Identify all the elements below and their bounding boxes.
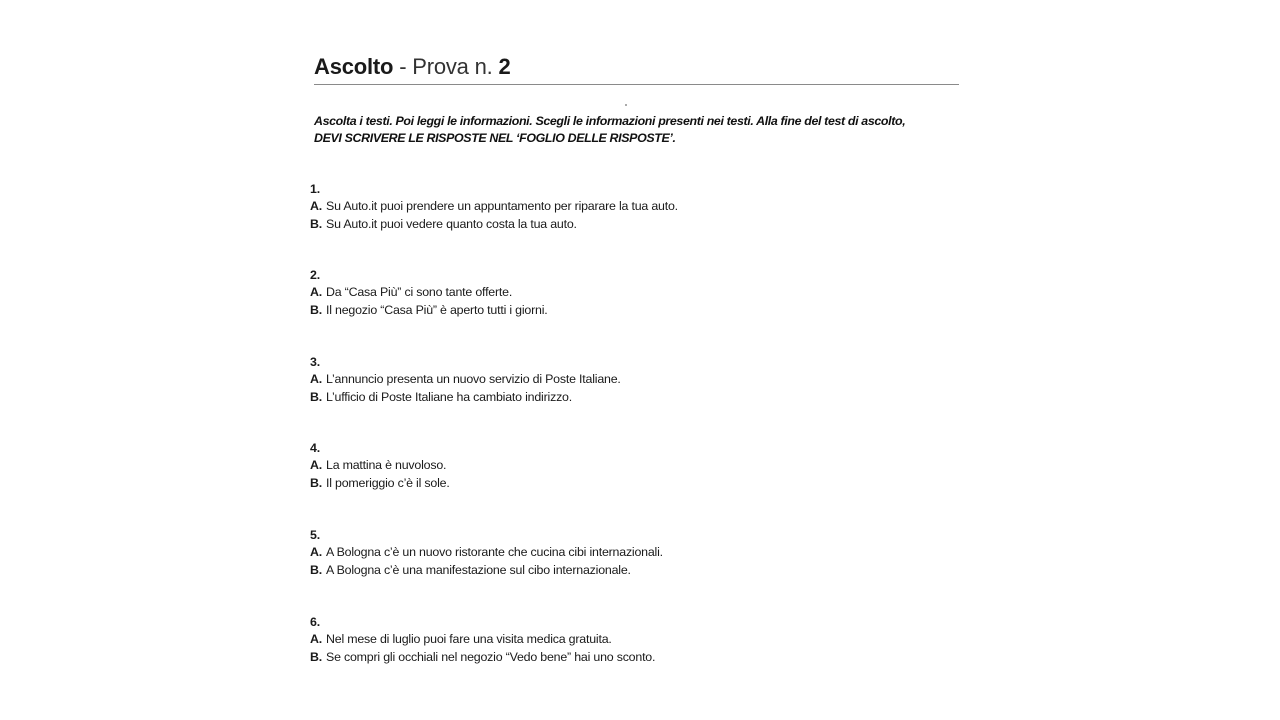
- option-a: [310, 198, 770, 216]
- option-text: A Bologna c’è un nuovo ristorante che cucina cibi internazionali.: [326, 545, 663, 559]
- option-letter: A.: [310, 285, 322, 299]
- option-text: A Bologna c’è una manifestazione sul cibo internazionale.: [326, 562, 631, 577]
- option-b: [310, 389, 770, 407]
- question-1: [310, 181, 770, 233]
- option-text: Se compri gli occhiali nel negozio “Vedo bene” hai uno sconto.: [326, 649, 656, 664]
- option-b: [310, 649, 770, 667]
- question-number: 5.: [310, 528, 320, 542]
- option-text: L’annuncio presenta un nuovo servizio di Poste Italiane.: [326, 372, 621, 386]
- option-b: [310, 216, 770, 234]
- question-number: 1.: [310, 182, 320, 196]
- option-text: Su Auto.it puoi prendere un appuntamento per riparare la tua auto.: [326, 199, 678, 213]
- question-number: 6.: [310, 615, 320, 629]
- option-letter: B.: [310, 475, 322, 490]
- question-number: 2.: [310, 268, 320, 282]
- question-number: 3.: [310, 355, 320, 369]
- option-text: L’ufficio di Poste Italiane ha cambiato indirizzo.: [326, 389, 572, 404]
- option-letter: A.: [310, 545, 322, 559]
- option-a: [310, 371, 770, 389]
- option-b: [310, 562, 770, 580]
- option-letter: A.: [310, 632, 322, 646]
- question-5: [310, 527, 770, 579]
- instructions: [314, 113, 974, 147]
- option-letter: A.: [310, 199, 322, 213]
- option-a: [310, 631, 770, 649]
- title-section: Ascolto: [314, 54, 394, 79]
- option-letter: B.: [310, 389, 322, 404]
- option-a: [310, 457, 770, 475]
- title-divider: [314, 84, 959, 85]
- option-a: [310, 284, 770, 302]
- option-a: [310, 544, 770, 562]
- option-text: Da “Casa Più” ci sono tante offerte.: [326, 285, 513, 299]
- question-3: [310, 354, 770, 406]
- option-b: [310, 475, 770, 493]
- option-text: Il pomeriggio c’è il sole.: [326, 475, 450, 490]
- option-letter: A.: [310, 372, 322, 386]
- option-letter: B.: [310, 216, 322, 231]
- question-4: [310, 440, 770, 492]
- instructions-line-1: Ascolta i testi. Poi leggi le informazioni. Scegli le informazioni presenti nei testi. Alla fine del test di ascolto,: [314, 114, 906, 128]
- title-separator: - Prova n.: [393, 54, 499, 79]
- option-letter: A.: [310, 458, 322, 472]
- title-test-number: 2: [498, 54, 511, 79]
- option-text: Nel mese di luglio puoi fare una visita medica gratuita.: [326, 632, 612, 646]
- option-letter: B.: [310, 562, 322, 577]
- question-number: 4.: [310, 441, 320, 455]
- option-letter: B.: [310, 302, 322, 317]
- option-text: Su Auto.it puoi vedere quanto costa la tua auto.: [326, 216, 577, 231]
- instructions-line-2: DEVI SCRIVERE LE RISPOSTE NEL ‘FOGLIO DELLE RISPOSTE’.: [314, 131, 676, 145]
- page-title: [314, 52, 511, 82]
- option-text: La mattina è nuvoloso.: [326, 458, 447, 472]
- option-letter: B.: [310, 649, 322, 664]
- scan-speck: [625, 104, 627, 106]
- option-text: Il negozio “Casa Più” è aperto tutti i giorni.: [326, 302, 548, 317]
- question-2: [310, 267, 770, 319]
- option-b: [310, 302, 770, 320]
- question-6: [310, 614, 770, 666]
